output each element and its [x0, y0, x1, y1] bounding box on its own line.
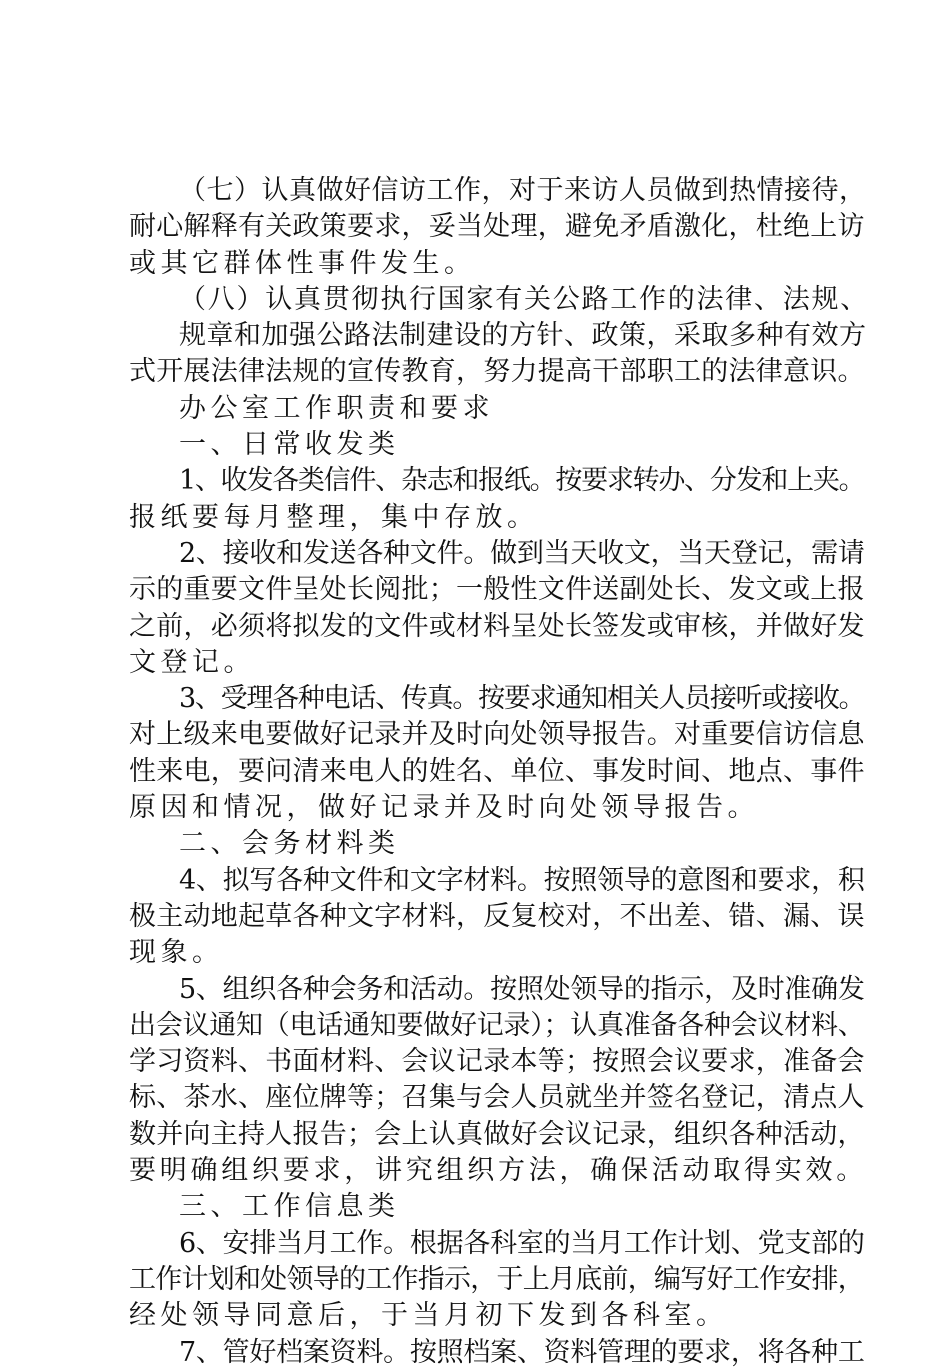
text-line: 现象。 — [129, 937, 224, 969]
text-line: 要明确组织要求，讲究组织方法，确保活动取得实效。 — [129, 1155, 867, 1187]
text-line: （八）认真贯彻执行国家有关公路工作的法律、法规、 — [179, 283, 869, 315]
text-line: 一、日常收发类 — [179, 429, 400, 461]
text-line: 式开展法律法规的宣传教育，努力提高干部职工的法律意识。 — [129, 356, 865, 388]
text-line: 或其它群体性事件发生。 — [129, 247, 476, 279]
text-line: 7、管好档案资料。按照档案、资料管理的要求，将各种工 — [179, 1336, 865, 1368]
text-line: 对上级来电要做好记录并及时向处领导报告。对重要信访信息 — [129, 719, 865, 751]
text-line: 性来电，要问清来电人的姓名、单位、事发时间、地点、事件 — [129, 755, 865, 787]
text-line: 出会议通知（电话通知要做好记录）；认真准备各种会议材料、 — [129, 1009, 865, 1041]
text-line: 之前，必须将拟发的文件或材料呈处长签发或审核，并做好发 — [129, 610, 865, 642]
text-line: （七）认真做好信访工作，对于来访人员做到热情接待， — [179, 175, 867, 206]
text-line: 三、工作信息类 — [179, 1191, 400, 1223]
text-line: 经处领导同意后，于当月初下发到各科室。 — [129, 1300, 728, 1332]
text-line: 1、收发各类信件、杂志和报纸。按要求转办、分发和上夹。 — [179, 465, 865, 497]
text-line: 报纸要每月整理，集中存放。 — [129, 501, 539, 533]
text-line: 文登记。 — [129, 646, 255, 678]
document-body — [129, 173, 869, 1371]
text-line: 示的重要文件呈处长阅批；一般性文件送副处长、发文或上报 — [129, 574, 865, 606]
text-line: 5、组织各种会务和活动。按照处领导的指示，及时准确发 — [179, 973, 865, 1005]
text-line: 原因和情况，做好记录并及时向处领导报告。 — [129, 792, 759, 824]
text-line: 办公室工作职责和要求 — [179, 392, 494, 424]
text-line: 学习资料、书面材料、会议记录本等；按照会议要求，准备会 — [129, 1046, 865, 1078]
text-line: 极主动地起草各种文字材料，反复校对，不出差、错、漏、误 — [129, 900, 865, 932]
text-line: 3、受理各种电话、传真。按要求通知相关人员接听或接收。 — [179, 683, 865, 715]
text-line: 规章和加强公路法制建设的方针、政策，采取多种有效方 — [179, 320, 867, 352]
text-line: 耐心解释有关政策要求，妥当处理，避免矛盾激化，杜绝上访 — [129, 211, 865, 243]
text-line: 4、拟写各种文件和文字材料。按照领导的意图和要求，积 — [179, 864, 865, 896]
text-line: 数并向主持人报告；会上认真做好会议记录，组织各种活动， — [129, 1118, 865, 1150]
text-line: 工作计划和处领导的工作指示，于上月底前，编写好工作安排， — [129, 1263, 864, 1295]
text-line: 6、安排当月工作。根据各科室的当月工作计划、党支部的 — [179, 1227, 865, 1259]
text-line: 2、接收和发送各种文件。做到当天收文，当天登记，需请 — [179, 537, 865, 569]
text-line: 标、茶水、座位牌等；召集与会人员就坐并签名登记，清点人 — [129, 1082, 865, 1114]
text-line: 二、会务材料类 — [179, 828, 400, 860]
